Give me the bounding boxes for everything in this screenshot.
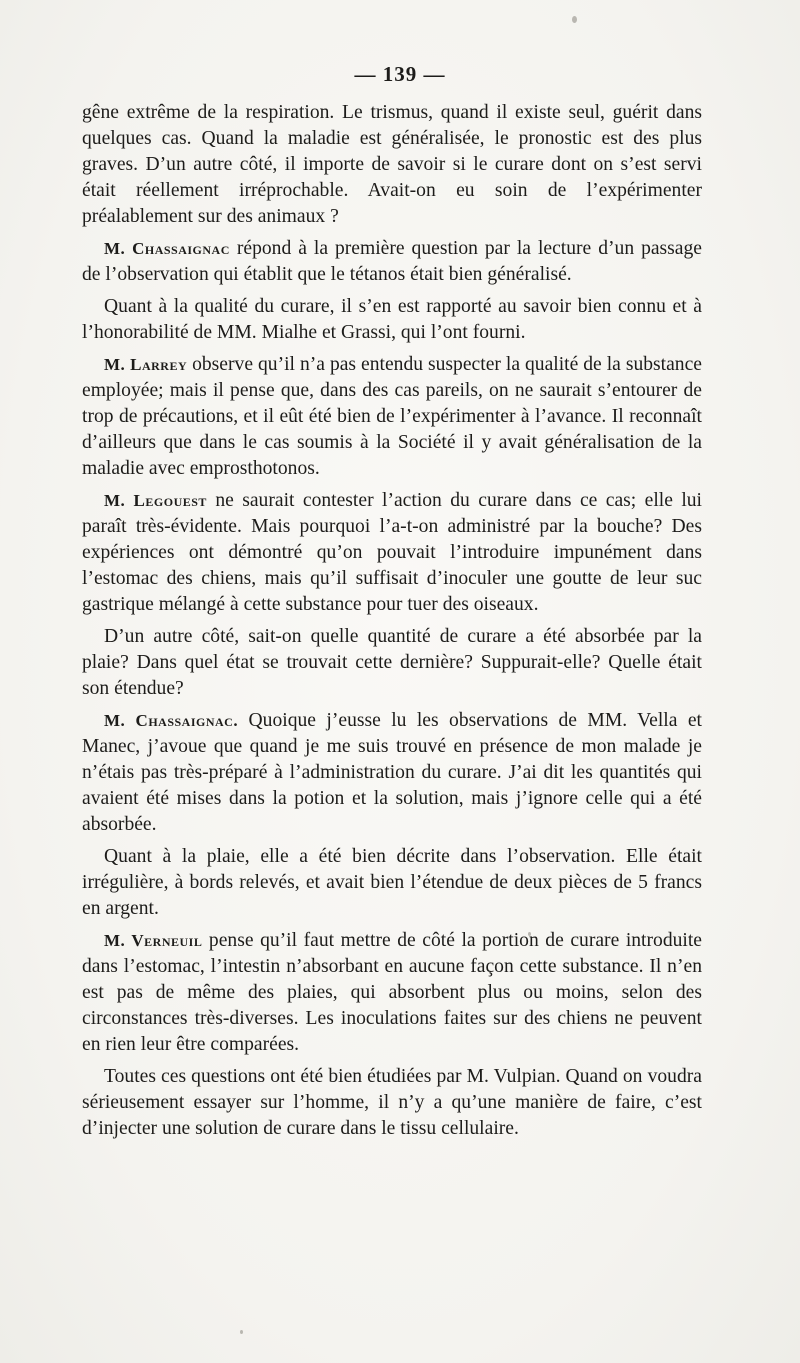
paragraph-vulpian: [82, 1064, 702, 1142]
paragraph-text: Quoique j’eusse lu les observations de MM. Vella et Manec, j’avoue que quand je me suis trouvé en présence de mon malade je n’étais pas très-préparé à l’administration du curare. J’ai dit les quantités qui avaient été mises dans la potion et la solution, mais j’ignore celle qui a été absorbée.: [82, 710, 702, 835]
paragraph-text: pense qu’il faut mettre de côté la portion de curare introduite dans l’estomac, l’intestin n’absorbant en aucune façon cette substance. Il n’en est pas de même des plaies, qui absorbent plus ou moins, selon des circonstances très-diverses. Les inoculations faites sur des chiens ne peuvent en rien leur être comparées.: [82, 930, 702, 1055]
speaker-name: M. Larrey: [104, 355, 188, 374]
paragraph-text: Toutes ces questions ont été bien étudiées par M. Vulpian. Quand on voudra sérieusement essayer sur l’homme, il n’y a qu’une manière de faire, c’est d’injecter une solution de curare dans le tissu cellulaire.: [82, 1066, 702, 1139]
paragraph-curare-quality: [82, 294, 702, 346]
ink-speck: [240, 1330, 243, 1334]
paragraph-text: gêne extrême de la respiration. Le trismus, quand il existe seul, guérit dans quelques cas. Quand la maladie est généralisée, le pronostic est des plus graves. D’un autre côté, il importe de savoir si le curare dont on s’est servi était réellement irréprochable. Avait-on eu soin de l’expérimenter préalablement sur des animaux ?: [82, 102, 702, 227]
paragraph-continuation: [82, 100, 702, 230]
paragraph-chassaignac-reply: [82, 236, 702, 288]
speaker-name: M. Legouest: [104, 491, 207, 510]
paragraph-text: Quant à la qualité du curare, il s’en est rapporté au savoir bien connu et à l’honorabilité de MM. Mialhe et Grassi, qui l’ont fourni.: [82, 296, 702, 343]
paragraph-verneuil: [82, 928, 702, 1058]
paragraph-text: répond à la première question par la lecture d’un passage de l’observation qui établit que le tétanos était bien généralisé.: [82, 238, 703, 285]
ink-speck: [572, 16, 577, 23]
paragraph-chassaignac-answer: [82, 708, 702, 838]
paragraph-text: D’un autre côté, sait-on quelle quantité de curare a été absorbée par la plaie? Dans quel état se trouvait cette dernière? Suppurait-elle? Quelle était son étendue?: [82, 626, 702, 699]
page-number: — 139 —: [354, 62, 446, 86]
paragraph-text: Quant à la plaie, elle a été bien décrite dans l’observation. Elle était irrégulière, à bords relevés, et avait bien l’étendue de deux pièces de 5 francs en argent.: [82, 846, 702, 919]
page-body-text: [82, 100, 702, 1148]
speaker-name: M. Verneuil: [104, 931, 203, 950]
speaker-name: M. Chassaignac.: [104, 711, 239, 730]
paragraph-text: observe qu’il n’a pas entendu suspecter la qualité de la substance employée; mais il pense que, dans des cas pareils, on ne saurait s’entourer de trop de précautions, et il eût été bien de l’expérimenter à l’avance. Il reconnaît d’ailleurs que dans le cas soumis à la Société il y avait généralisation de la maladie avec emprosthotonos.: [82, 354, 702, 479]
paragraph-absorption-question: [82, 624, 702, 702]
paragraph-legouest: [82, 488, 702, 618]
paragraph-wound-description: [82, 844, 702, 922]
speaker-name: M. Chassaignac: [104, 239, 230, 258]
paragraph-larrey: [82, 352, 702, 482]
paragraph-text: ne saurait contester l’action du curare dans ce cas; elle lui paraît très-évidente. Mais pourquoi l’a-t-on administré par la bouche? Des expériences ont démontré qu’on pouvait l’introduire impunément dans l’estomac des chiens, mais qu’il suffisait d’inoculer une goutte de leur suc gastrique mélangé à cette substance pour tuer des oiseaux.: [82, 490, 702, 615]
